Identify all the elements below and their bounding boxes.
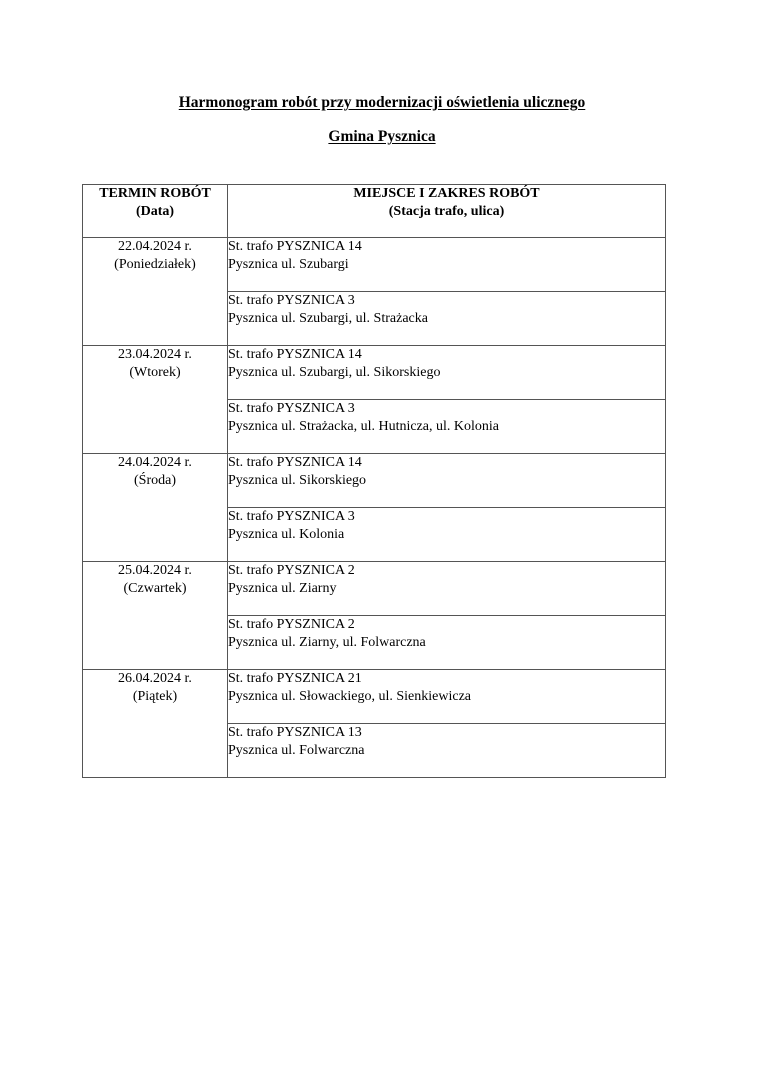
header-date-title: TERMIN ROBÓT [99, 186, 211, 201]
date-text: 24.04.2024 r. [118, 455, 192, 470]
streets-text: Pysznica ul. Ziarny [228, 581, 337, 596]
site-cell [228, 292, 666, 346]
date-cell [83, 346, 228, 454]
streets-text: Pysznica ul. Ziarny, ul. Folwarczna [228, 635, 426, 650]
streets-text: Pysznica ul. Szubargi, ul. Sikorskiego [228, 365, 441, 380]
header-place-title: MIEJSCE I ZAKRES ROBÓT [353, 186, 540, 201]
station-text: St. trafo PYSZNICA 14 [228, 347, 362, 362]
header-place-subtitle: (Stacja trafo, ulica) [388, 204, 505, 219]
site-cell [228, 238, 666, 292]
table-row [83, 346, 666, 400]
streets-text: Pysznica ul. Szubargi [228, 257, 349, 272]
weekday-text: (Wtorek) [129, 365, 181, 380]
weekday-text: (Piątek) [132, 689, 178, 704]
date-cell [83, 454, 228, 562]
document-subtitle: Gmina Pysznica [328, 128, 436, 145]
site-cell [228, 454, 666, 508]
header-date-subtitle: (Data) [135, 204, 175, 219]
table-row [83, 454, 666, 508]
date-cell [83, 238, 228, 346]
station-text: St. trafo PYSZNICA 14 [228, 455, 362, 470]
weekday-text: (Czwartek) [123, 581, 187, 596]
weekday-text: (Poniedziałek) [114, 257, 196, 272]
header-place-column [228, 185, 666, 238]
schedule-table [82, 184, 666, 778]
station-text: St. trafo PYSZNICA 3 [228, 293, 355, 308]
streets-text: Pysznica ul. Kolonia [228, 527, 345, 542]
site-cell [228, 562, 666, 616]
streets-text: Pysznica ul. Strażacka, ul. Hutnicza, ul. Kolonia [228, 419, 499, 434]
streets-text: Pysznica ul. Szubargi, ul. Strażacka [228, 311, 428, 326]
date-cell [83, 670, 228, 778]
document-title: Harmonogram robót przy modernizacji oświetlenia ulicznego [178, 94, 586, 111]
table-row [83, 670, 666, 724]
site-cell [228, 724, 666, 778]
streets-text: Pysznica ul. Sikorskiego [228, 473, 367, 488]
table-header-row [83, 185, 666, 238]
site-cell [228, 670, 666, 724]
streets-text: Pysznica ul. Folwarczna [228, 743, 365, 758]
date-text: 22.04.2024 r. [118, 239, 192, 254]
site-cell [228, 616, 666, 670]
station-text: St. trafo PYSZNICA 14 [228, 239, 362, 254]
station-text: St. trafo PYSZNICA 21 [228, 671, 362, 686]
site-cell [228, 508, 666, 562]
header-date-column [83, 185, 228, 238]
date-cell [83, 562, 228, 670]
streets-text: Pysznica ul. Słowackiego, ul. Sienkiewicza [228, 689, 471, 704]
station-text: St. trafo PYSZNICA 13 [228, 725, 362, 740]
date-text: 23.04.2024 r. [118, 347, 192, 362]
station-text: St. trafo PYSZNICA 2 [228, 617, 355, 632]
date-text: 26.04.2024 r. [118, 671, 192, 686]
station-text: St. trafo PYSZNICA 3 [228, 401, 355, 416]
date-text: 25.04.2024 r. [118, 563, 192, 578]
site-cell [228, 346, 666, 400]
station-text: St. trafo PYSZNICA 2 [228, 563, 355, 578]
weekday-text: (Środa) [134, 473, 176, 488]
table-row [83, 562, 666, 616]
table-row [83, 238, 666, 292]
station-text: St. trafo PYSZNICA 3 [228, 509, 355, 524]
site-cell [228, 400, 666, 454]
